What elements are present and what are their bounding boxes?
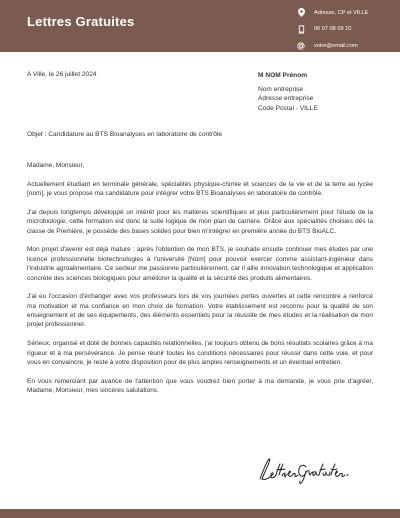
paragraph: Actuellement étudiant en terminale générale, spécialités physique-chimie et sciences de la vie et de la terre au lycée [nom], je vous propose ma candidature pour intégrer votre BTS Bioanalyses en laboratoire de contrôle. [27,180,373,198]
footer-band [0,509,400,518]
paragraph: En vous remerciant par avance de l'attention que vous voudrez bien porter à ma demande, je vous prie d'agréer, Madame, Monsieur, mes sincères salutations. [27,377,373,395]
recipient-block [258,71,318,113]
location-pin-icon [294,8,308,17]
handwritten-signature [254,453,350,487]
phone-icon [294,25,308,34]
contact-email [294,39,398,53]
recipient-postal: Code Postal - VILLE [258,104,318,112]
paragraph: J'ai depuis longtemps développé un intérêt pour les matières scientifiques et plus particulièrement pour l'étude de la microbiologie, cette formation est donc la suite logique de mon plan de carrière. Grâce aux spécialités choisies dès la classe de Première, je possède des bases solides pour bien m'intégrer en première année du BTS BioALC. [27,208,373,235]
contact-address [294,6,398,20]
contact-block [294,6,398,56]
phone-text: 06 07 08 09 10 [314,26,352,33]
contact-phone [294,23,398,37]
paragraph: J'ai eu l'occasion d'échanger avec vos professeurs lors de vos journées portes ouvertes et cette rencontre a renforcé ma motivation et ma confiance en mon choix de formation. Votre établissement est reconnu pour la qualité de son enseignement et de ses équipements, des éléments essentiels pour la réussite de mes études et la réalisation de mon projet professionnel. [27,293,373,329]
brand-title: Lettres Gratuites [27,14,135,29]
header-banner [0,0,400,52]
salutation: Madame, Monsieur, [27,162,85,169]
email-text: votre@email.com [314,43,358,50]
place-date: A Ville, le 26 juillet 2024 [27,71,97,78]
letter-object: Objet : Candidature au BTS Bioanalyses en laboratoire de contrôle [27,131,222,138]
paragraph: Sérieux, organisé et doté de bonnes capacités relationnelles, j'ai toujours obtenu de bons résultats scolaires grâce à ma rigueur et à ma persévérance. Je pense réunir toutes les conditions nécessaires pour réussir dans cette voie, et pour vous en convaincre, je reste à votre disposition pour de plus amples renseignements et un éventuel entretien. [27,340,373,366]
recipient-address: Adresse entreprise [258,95,314,103]
recipient-company: Nom entreprise [258,86,304,94]
at-sign-icon [294,42,308,50]
letter-body [27,161,373,405]
recipient-name: M NOM Prénom [258,72,308,79]
address-text: Adresse, CP et VILLE [314,9,369,16]
paragraph: Mon projet d'avenir est déjà mature : après l'obtention de mon BTS, je souhaite ensuite continuer mes études par une licence professionnelle biotechnologies à l'université [Nom] pour pouvoir exercer comme assistant-ingénieur dans l'industrie agroalimentaire. Ce secteur me passionne particulièrement, car il allie innovation technologique et application concrète des sciences biologiques pour améliorer la qualité et la sécurité des produits alimentaires. [27,246,373,282]
